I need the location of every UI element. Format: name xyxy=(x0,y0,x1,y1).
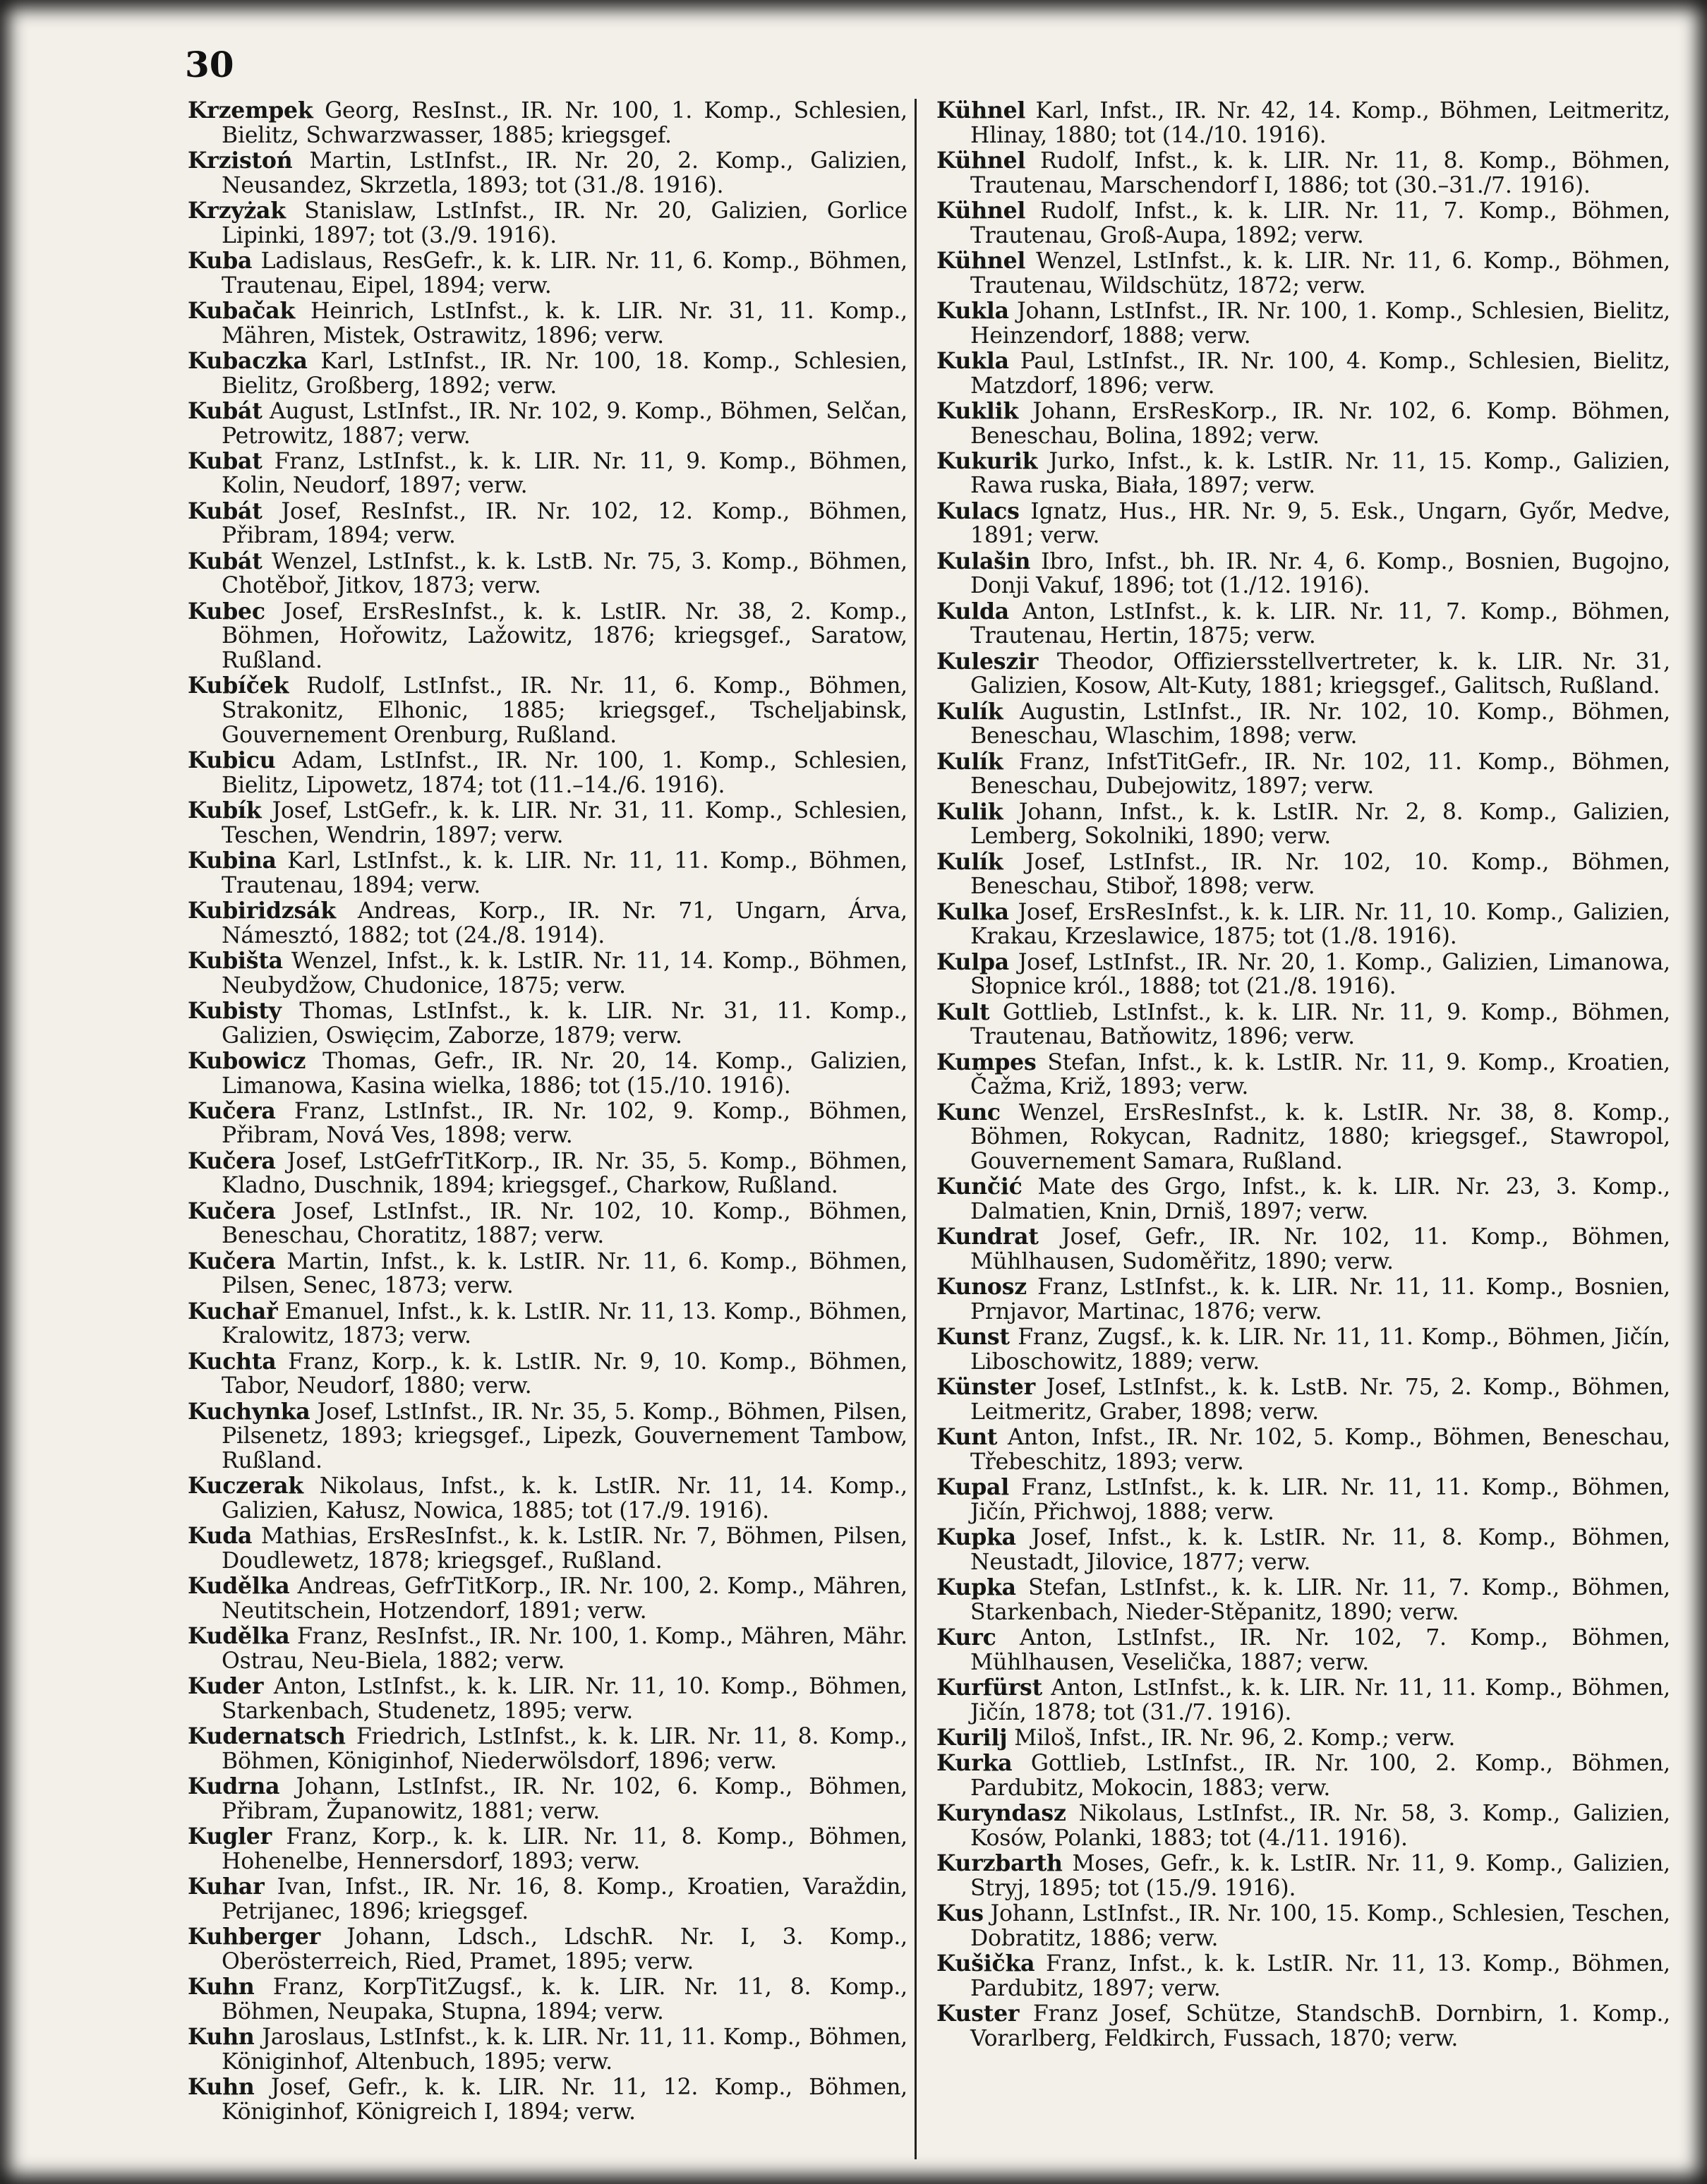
entry-details: Adam, LstInfst., IR. Nr. 100, 1. Komp., Schlesien, Bielitz, Lipowetz, 1874; tot (11.–14./6. 1916). xyxy=(222,748,907,798)
entry-surname: Kudernatsch xyxy=(188,1723,346,1750)
list-entry xyxy=(936,650,1670,699)
entry-details: Josef, LstInfst., IR. Nr. 102, 10. Komp., Böhmen, Beneschau, Choratitz, 1887; verw. xyxy=(222,1198,907,1249)
entry-surname: Kuleszir xyxy=(936,648,1039,675)
entry-details: Wenzel, Infst., k. k. LstIR. Nr. 11, 14. Komp., Böhmen, Neubydžow, Chudonice, 1875; verw. xyxy=(222,948,907,999)
list-entry xyxy=(936,1375,1670,1424)
list-entry xyxy=(936,1101,1670,1174)
list-entry xyxy=(936,948,1670,1000)
entry-surname: Kušička xyxy=(936,1950,1035,1977)
list-entry xyxy=(936,2002,1670,2051)
entry-details: Johann, Ldsch., LdschR. Nr. I, 3. Komp., Oberösterreich, Ried, Pramet, 1895; verw. xyxy=(222,1924,907,1974)
entry-surname: Krzempek xyxy=(188,97,313,123)
list-entry xyxy=(188,600,907,673)
entry-surname: Kubina xyxy=(188,847,277,874)
entry-details: Gottlieb, LstInfst., IR. Nr. 100, 2. Komp., Böhmen, Pardubitz, Mokocin, 1883; verw. xyxy=(970,1751,1670,1802)
list-entry xyxy=(936,349,1670,398)
entry-details: Franz, LstInfst., k. k. LIR. Nr. 11, 11. Komp., Böhmen, Jičín, Přichwoj, 1888; verw. xyxy=(970,1475,1670,1525)
list-entry xyxy=(188,999,907,1048)
entry-surname: Kučera xyxy=(188,1248,276,1274)
entry-details: Franz, LstInfst., k. k. LIR. Nr. 11, 11. Komp., Bosnien, Prnjavor, Martinac, 1876; verw. xyxy=(970,1274,1670,1325)
list-entry xyxy=(936,700,1670,749)
entry-details: Augustin, LstInfst., IR. Nr. 102, 10. Komp., Böhmen, Beneschau, Wlaschim, 1898; verw. xyxy=(970,699,1670,749)
entry-details: Josef, Infst., k. k. LstIR. Nr. 11, 8. Komp., Böhmen, Neustadt, Jilovice, 1877; verw. xyxy=(970,1525,1670,1575)
entry-surname: Kühnel xyxy=(936,247,1026,274)
entry-surname: Kubišta xyxy=(188,947,283,974)
entry-surname: Kučera xyxy=(188,1147,276,1174)
entry-details: Johann, LstInfst., IR. Nr. 100, 15. Komp., Schlesien, Teschen, Dobratitz, 1886; verw. xyxy=(970,1901,1670,1952)
list-entry xyxy=(188,1975,907,2024)
list-entry xyxy=(936,1902,1670,1950)
entry-surname: Kulka xyxy=(936,898,1009,925)
entry-surname: Kubicu xyxy=(188,747,276,773)
entry-details: Josef, LstInfst., IR. Nr. 20, 1. Komp., Galizien, Limanowa, Słopnice król., 1888; tot (21./8. 1916). xyxy=(970,949,1670,1000)
entry-details: Emanuel, Infst., k. k. LstIR. Nr. 11, 13. Komp., Böhmen, Kralowitz, 1873; verw. xyxy=(222,1298,907,1349)
list-entry xyxy=(936,550,1670,598)
list-entry xyxy=(188,1524,907,1573)
entry-surname: Kulašin xyxy=(936,548,1031,574)
entry-details: Wenzel, LstInfst., k. k. LIR. Nr. 11, 6. Komp., Böhmen, Trautenau, Wildschütz, 1872; verw. xyxy=(970,248,1670,298)
entry-surname: Kuder xyxy=(188,1673,264,1700)
list-entry xyxy=(936,1726,1670,1751)
list-entry xyxy=(936,600,1670,648)
entry-surname: Kult xyxy=(936,999,990,1025)
entry-surname: Kuda xyxy=(188,1523,253,1550)
list-entry xyxy=(936,497,1670,549)
list-entry xyxy=(936,900,1670,949)
entry-details: Franz, KorpTitZugsf., k. k. LIR. Nr. 11, 8. Komp., Böhmen, Neupaka, Stupna, 1894; verw. xyxy=(222,1974,907,2025)
entry-surname: Kubec xyxy=(188,598,265,625)
entry-details: Stefan, LstInfst., k. k. LIR. Nr. 11, 7. Komp., Böhmen, Starkenbach, Nieder-Stěpanitz, 1890; verw. xyxy=(970,1575,1670,1625)
list-entry xyxy=(188,550,907,598)
entry-details: Andreas, GefrTitKorp., IR. Nr. 100, 2. Komp., Mähren, Neutitschein, Hotzendorf, 1891; verw. xyxy=(222,1574,907,1624)
entry-surname: Kudělka xyxy=(188,1623,290,1650)
list-entry xyxy=(188,149,907,198)
list-entry xyxy=(188,799,907,847)
list-entry xyxy=(936,1852,1670,1900)
list-entry xyxy=(936,447,1670,499)
entry-details: Nikolaus, Infst., k. k. LstIR. Nr. 11, 14. Komp., Galizien, Kałusz, Nowica, 1885; tot (17./9. 1916). xyxy=(222,1473,907,1524)
entry-surname: Kubaczka xyxy=(188,347,308,374)
entry-surname: Kubowicz xyxy=(188,1047,306,1074)
entry-surname: Kuhberger xyxy=(188,1924,321,1950)
entry-surname: Kunčić xyxy=(936,1174,1023,1200)
entry-surname: Kuba xyxy=(188,247,253,274)
entry-surname: Kulda xyxy=(936,598,1009,625)
entry-details: Franz Josef, Schütze, StandschB. Dornbirn, 1. Komp., Vorarlberg, Feldkirch, Fussach, 1870; verw. xyxy=(970,2001,1670,2051)
list-entry xyxy=(188,1474,907,1523)
list-entry xyxy=(936,1425,1670,1474)
entry-surname: Kučera xyxy=(188,1097,276,1124)
entry-surname: Kus xyxy=(936,1900,984,1927)
list-entry xyxy=(188,1725,907,1773)
entry-surname: Kuster xyxy=(936,2001,1020,2027)
list-entry xyxy=(188,1147,907,1199)
list-entry xyxy=(936,1175,1670,1224)
entry-surname: Kurzbarth xyxy=(936,1850,1063,1877)
list-entry xyxy=(188,447,907,499)
entry-details: Karl, LstInfst., IR. Nr. 100, 18. Komp., Schlesien, Bielitz, Großberg, 1892; verw. xyxy=(222,348,907,399)
entry-details: Wenzel, ErsResInfst., k. k. LstIR. Nr. 38, 8. Komp., Böhmen, Rokycan, Radnitz, 1880; kriegsgef., Stawropol, Gouvernement Samara, Rußland. xyxy=(970,1099,1670,1174)
entry-details: Nikolaus, LstInfst., IR. Nr. 58, 3. Komp., Galizien, Kosów, Polanki, 1883; tot (4./11. 1916). xyxy=(970,1801,1670,1852)
entry-details: Thomas, LstInfst., k. k. LIR. Nr. 31, 11. Komp., Galizien, Oswięcim, Zaborze, 1879; verw. xyxy=(222,998,907,1049)
list-entry xyxy=(188,1825,907,1874)
list-entry xyxy=(936,1802,1670,1850)
entry-surname: Kubat xyxy=(188,447,263,474)
entry-surname: Krzyżak xyxy=(188,197,286,224)
list-entry xyxy=(936,149,1670,198)
page-number: 30 xyxy=(185,44,234,85)
list-entry xyxy=(188,1099,907,1148)
list-entry xyxy=(188,1624,907,1673)
left-column xyxy=(188,99,907,2159)
entry-details: Paul, LstInfst., IR. Nr. 100, 4. Komp., Schlesien, Bielitz, Matzdorf, 1896; verw. xyxy=(970,348,1670,399)
entry-details: Franz, LstInfst., k. k. LIR. Nr. 11, 9. Komp., Böhmen, Kolin, Neudorf, 1897; verw. xyxy=(222,448,907,499)
entry-surname: Kuczerak xyxy=(188,1473,303,1500)
entry-details: Thomas, Gefr., IR. Nr. 20, 14. Komp., Galizien, Limanowa, Kasina wielka, 1886; tot (15./10. 1916). xyxy=(222,1048,907,1099)
entry-surname: Kukla xyxy=(936,297,1009,324)
entry-surname: Kurka xyxy=(936,1750,1013,1777)
entry-details: Anton, LstInfst., k. k. LIR. Nr. 11, 10. Komp., Böhmen, Starkenbach, Studenetz, 1895; verw. xyxy=(222,1674,907,1724)
list-entry xyxy=(188,2075,907,2124)
entry-details: Rudolf, LstInfst., IR. Nr. 11, 6. Komp., Böhmen, Strakonitz, Elhonic, 1885; kriegsgef., Tscheljabinsk, Gouvernement Orenburg, Rußland. xyxy=(222,673,907,748)
entry-surname: Kuchta xyxy=(188,1348,277,1375)
list-entry xyxy=(188,749,907,797)
entry-surname: Kupal xyxy=(936,1474,1009,1501)
list-entry xyxy=(188,1400,907,1473)
entry-details: Josef, ResInfst., IR. Nr. 102, 12. Komp., Böhmen, Přibram, 1894; verw. xyxy=(222,498,907,549)
list-entry xyxy=(936,1526,1670,1574)
entry-details: Mathias, ErsResInfst., k. k. LstIR. Nr. 7, Böhmen, Pilsen, Doudlewetz, 1878; kriegsgef., Rußland. xyxy=(222,1524,907,1574)
entry-surname: Kudrna xyxy=(188,1773,280,1800)
entry-details: Rudolf, Infst., k. k. LIR. Nr. 11, 8. Komp., Böhmen, Trautenau, Marschendorf I, 1886; tot (30.–31./7. 1916). xyxy=(970,147,1670,198)
entry-details: Ladislaus, ResGefr., k. k. LIR. Nr. 11, 6. Komp., Böhmen, Trautenau, Eipel, 1894; verw. xyxy=(222,248,907,298)
list-entry xyxy=(936,1325,1670,1374)
entry-details: Karl, Infst., IR. Nr. 42, 14. Komp., Böhmen, Leitmeritz, Hlinay, 1880; tot (14./10. 1916). xyxy=(970,98,1670,148)
entry-surname: Kuhar xyxy=(188,1874,265,1900)
list-entry xyxy=(188,1350,907,1399)
entry-details: Johann, LstInfst., IR. Nr. 100, 1. Komp., Schlesien, Bielitz, Heinzendorf, 1888; verw. xyxy=(970,298,1670,349)
entry-details: Franz, Korp., k. k. LIR. Nr. 11, 8. Komp., Böhmen, Hohenelbe, Hennersdorf, 1893; verw. xyxy=(222,1824,907,1874)
entry-surname: Kuhn xyxy=(188,2024,255,2051)
entry-surname: Kumpes xyxy=(936,1049,1037,1075)
list-entry xyxy=(936,399,1670,448)
entry-surname: Kubát xyxy=(188,497,263,524)
entry-details: Martin, LstInfst., IR. Nr. 20, 2. Komp., Galizien, Neusandez, Skrzetla, 1893; tot (31./8. 1916). xyxy=(222,147,907,198)
entry-details: Rudolf, Infst., k. k. LIR. Nr. 11, 7. Komp., Böhmen, Trautenau, Groß-Aupa, 1892; verw. xyxy=(970,198,1670,248)
list-entry xyxy=(188,249,907,298)
list-entry xyxy=(188,1300,907,1349)
entry-details: Jurko, Infst., k. k. LstIR. Nr. 11, 15. Komp., Galizien, Rawa ruska, Biała, 1897; verw. xyxy=(970,448,1670,499)
entry-details: Moses, Gefr., k. k. LstIR. Nr. 11, 9. Komp., Galizien, Stryj, 1895; tot (15./9. 1916). xyxy=(970,1851,1670,1902)
entry-details: Stanislaw, LstInfst., IR. Nr. 20, Galizien, Gorlice Lipinki, 1897; tot (3./9. 1916). xyxy=(222,198,907,248)
entry-surname: Kukurik xyxy=(936,447,1038,474)
entry-surname: Krzistoń xyxy=(188,147,293,174)
list-entry xyxy=(936,249,1670,298)
entry-details: Franz, ResInfst., IR. Nr. 100, 1. Komp., Mähren, Mähr. Ostrau, Neu-Biela, 1882; verw. xyxy=(222,1624,907,1674)
entry-surname: Kurilj xyxy=(936,1725,1008,1751)
entry-surname: Kubát xyxy=(188,548,263,574)
entry-surname: Kupka xyxy=(936,1574,1016,1601)
list-entry xyxy=(936,1275,1670,1324)
list-entry xyxy=(188,1675,907,1723)
entry-surname: Kuchynka xyxy=(188,1398,310,1425)
entry-details: Anton, LstInfst., k. k. LIR. Nr. 11, 11. Komp., Böhmen, Jičín, 1878; tot (31./7. 1916). xyxy=(970,1675,1670,1725)
list-entry xyxy=(188,1574,907,1623)
list-entry xyxy=(188,2025,907,2074)
list-entry xyxy=(188,1925,907,1974)
entry-surname: Kühnel xyxy=(936,197,1026,224)
entry-details: Franz, LstInfst., IR. Nr. 102, 9. Komp., Böhmen, Přibram, Nová Ves, 1898; verw. xyxy=(222,1098,907,1149)
entry-details: Johann, ErsResKorp., IR. Nr. 102, 6. Komp. Böhmen, Beneschau, Bolina, 1892; verw. xyxy=(970,398,1670,449)
list-entry xyxy=(936,299,1670,348)
list-entry xyxy=(936,1952,1670,2001)
column-divider xyxy=(915,99,917,2159)
entry-details: Mate des Grgo, Infst., k. k. LIR. Nr. 23, 3. Komp., Dalmatien, Knin, Drniš, 1897; verw. xyxy=(970,1174,1670,1224)
entry-details: Heinrich, LstInfst., k. k. LIR. Nr. 31, 11. Komp., Mähren, Mistek, Ostrawitz, 1896; verw. xyxy=(222,298,907,349)
entry-details: Stefan, Infst., k. k. LstIR. Nr. 11, 9. Komp., Kroatien, Čažma, Križ, 1893; verw. xyxy=(970,1049,1670,1100)
list-entry xyxy=(188,399,907,448)
entry-surname: Kunosz xyxy=(936,1274,1027,1301)
entry-details: Franz, Infst., k. k. LstIR. Nr. 11, 13. Komp., Böhmen, Pardubitz, 1897; verw. xyxy=(970,1951,1670,2002)
list-entry xyxy=(936,1476,1670,1524)
list-entry xyxy=(936,1751,1670,1800)
entry-details: Josef, LstGefrTitKorp., IR. Nr. 35, 5. Komp., Böhmen, Kladno, Duschnik, 1894; kriegsgef., Charkow, Rußland. xyxy=(222,1148,907,1199)
entry-surname: Kunst xyxy=(936,1324,1010,1351)
entry-surname: Kuklik xyxy=(936,397,1018,424)
entry-surname: Kurfürst xyxy=(936,1675,1042,1701)
entry-surname: Kukla xyxy=(936,347,1009,374)
entry-surname: Kudělka xyxy=(188,1573,290,1600)
list-entry xyxy=(188,849,907,898)
entry-surname: Kuhn xyxy=(188,2074,255,2101)
entry-details: Josef, ErsResInfst., k. k. LIR. Nr. 11, 10. Komp., Galizien, Krakau, Krzeslawice, 1875; tot (1./8. 1916). xyxy=(970,899,1670,950)
entry-details: Josef, ErsResInfst., k. k. LstIR. Nr. 38, 2. Komp., Böhmen, Hořowitz, Lažowitz, 1876; kriegsgef., Saratow, Rußland. xyxy=(222,598,907,674)
entry-surname: Kugler xyxy=(188,1823,272,1850)
entry-surname: Kunc xyxy=(936,1099,1001,1126)
entry-details: Franz, Zugsf., k. k. LIR. Nr. 11, 11. Komp., Böhmen, Jičín, Liboschowitz, 1889; verw. xyxy=(970,1325,1670,1375)
list-entry xyxy=(188,899,907,948)
entry-surname: Kulpa xyxy=(936,948,1009,975)
entry-details: Johann, Infst., k. k. LstIR. Nr. 2, 8. Komp., Galizien, Lemberg, Sokolniki, 1890; verw. xyxy=(970,799,1670,850)
entry-details: Ibro, Infst., bh. IR. Nr. 4, 6. Komp., Bosnien, Bugojno, Donji Vakuf, 1896; tot (1./12. 1916). xyxy=(970,548,1670,599)
list-entry xyxy=(936,850,1670,899)
list-entry xyxy=(936,1051,1670,1099)
entry-details: Theodor, Offiziersstellvertreter, k. k. LIR. Nr. 31, Galizien, Kosow, Alt-Kuty, 1881; kriegsgef., Galitsch, Rußland. xyxy=(970,648,1670,699)
entry-surname: Kubiridzsák xyxy=(188,897,336,924)
entry-surname: Kupka xyxy=(936,1524,1016,1551)
entry-surname: Kuryndasz xyxy=(936,1800,1066,1827)
entry-surname: Künster xyxy=(936,1374,1036,1401)
list-entry xyxy=(936,99,1670,147)
entry-surname: Kubisty xyxy=(188,997,282,1024)
entry-details: Martin, Infst., k. k. LstIR. Nr. 11, 6. Komp., Böhmen, Pilsen, Senec, 1873; verw. xyxy=(222,1248,907,1299)
entry-surname: Kulík xyxy=(936,698,1003,725)
entry-surname: Kundrat xyxy=(936,1224,1039,1250)
list-entry xyxy=(936,1626,1670,1675)
entry-details: Johann, LstInfst., IR. Nr. 102, 6. Komp., Böhmen, Přibram, Županowitz, 1881; verw. xyxy=(222,1774,907,1824)
list-entry xyxy=(936,1225,1670,1274)
list-entry xyxy=(188,299,907,348)
list-entry xyxy=(936,800,1670,849)
entry-surname: Kühnel xyxy=(936,147,1026,174)
entry-details: Anton, Infst., IR. Nr. 102, 5. Komp., Böhmen, Beneschau, Třebeschitz, 1893; verw. xyxy=(970,1425,1670,1475)
entry-surname: Kulik xyxy=(936,798,1003,825)
list-entry xyxy=(188,949,907,998)
entry-details: Wenzel, LstInfst., k. k. LstB. Nr. 75, 3. Komp., Böhmen, Chotěboř, Jitkov, 1873; verw. xyxy=(222,548,907,599)
list-entry xyxy=(188,497,907,549)
list-entry xyxy=(936,199,1670,248)
entry-surname: Kühnel xyxy=(936,97,1026,123)
entry-surname: Kubíček xyxy=(188,672,289,699)
entry-details: August, LstInfst., IR. Nr. 102, 9. Komp., Böhmen, Selčan, Petrowitz, 1887; verw. xyxy=(222,398,907,449)
entry-details: Ignatz, Hus., HR. Nr. 9, 5. Esk., Ungarn, Győr, Medve, 1891; verw. xyxy=(970,498,1670,549)
entry-details: Gottlieb, LstInfst., k. k. LIR. Nr. 11, 9. Komp., Böhmen, Trautenau, Batňowitz, 1896; verw. xyxy=(970,999,1670,1050)
list-entry xyxy=(188,1250,907,1298)
entry-surname: Kubačak xyxy=(188,297,296,324)
entry-surname: Kuchař xyxy=(188,1298,278,1325)
entry-details: Jaroslaus, LstInfst., k. k. LIR. Nr. 11, 11. Komp., Böhmen, Königinhof, Altenbuch, 1895; verw. xyxy=(222,2025,907,2075)
entry-details: Josef, Gefr., IR. Nr. 102, 11. Komp., Böhmen, Mühlhausen, Sudoměřitz, 1890; verw. xyxy=(970,1224,1670,1274)
entry-details: Franz, Korp., k. k. LstIR. Nr. 9, 10. Komp., Böhmen, Tabor, Neudorf, 1880; verw. xyxy=(222,1349,907,1399)
list-entry xyxy=(936,1576,1670,1624)
entry-details: Karl, LstInfst., k. k. LIR. Nr. 11, 11. Komp., Böhmen, Trautenau, 1894; verw. xyxy=(222,847,907,898)
entry-details: Anton, LstInfst., IR. Nr. 102, 7. Komp., Böhmen, Mühlhausen, Veselička, 1887; verw. xyxy=(970,1625,1670,1675)
list-entry xyxy=(188,1049,907,1098)
entry-details: Josef, LstInfst., k. k. LstB. Nr. 75, 2. Komp., Böhmen, Leitmeritz, Graber, 1898; verw. xyxy=(970,1375,1670,1425)
list-entry xyxy=(188,1875,907,1924)
entry-surname: Kubík xyxy=(188,797,262,823)
list-entry xyxy=(188,674,907,747)
entry-surname: Kunt xyxy=(936,1424,998,1451)
list-entry xyxy=(936,750,1670,799)
list-entry xyxy=(188,99,907,147)
entry-details: Ivan, Infst., IR. Nr. 16, 8. Komp., Kroatien, Varaždin, Petrijanec, 1896; kriegsgef. xyxy=(222,1874,907,1924)
list-entry xyxy=(188,1197,907,1249)
entry-details: Josef, LstGefr., k. k. LIR. Nr. 31, 11. Komp., Schlesien, Teschen, Wendrin, 1897; verw. xyxy=(222,797,907,848)
entry-details: Friedrich, LstInfst., k. k. LIR. Nr. 11, 8. Komp., Böhmen, Königinhof, Niederwölsdorf, 1896; verw. xyxy=(222,1724,907,1774)
entry-details: Georg, ResInst., IR. Nr. 100, 1. Komp., Schlesien, Bielitz, Schwarzwasser, 1885; kriegsgef. xyxy=(222,98,907,148)
entry-details: Miloš, Infst., IR. Nr. 96, 2. Komp.; verw. xyxy=(1007,1725,1456,1751)
entry-details: Josef, Gefr., k. k. LIR. Nr. 11, 12. Komp., Böhmen, Königinhof, Königreich I, 1894; verw. xyxy=(222,2075,907,2125)
list-entry xyxy=(936,1676,1670,1725)
entry-surname: Kubát xyxy=(188,397,263,424)
entry-details: Franz, InfstTitGefr., IR. Nr. 102, 11. Komp., Böhmen, Beneschau, Dubejowitz, 1897; verw. xyxy=(970,749,1670,800)
entry-details: Josef, LstInfst., IR. Nr. 102, 10. Komp., Böhmen, Beneschau, Stiboř, 1898; verw. xyxy=(970,849,1670,900)
entry-surname: Kučera xyxy=(188,1197,276,1224)
list-entry xyxy=(936,1001,1670,1049)
list-entry xyxy=(188,199,907,248)
right-column xyxy=(936,99,1670,2159)
entry-surname: Kurc xyxy=(936,1624,996,1651)
entry-surname: Kulík xyxy=(936,848,1003,875)
entry-details: Anton, LstInfst., k. k. LIR. Nr. 11, 7. Komp., Böhmen, Trautenau, Hertin, 1875; verw. xyxy=(970,598,1670,649)
entry-surname: Kulík xyxy=(936,748,1003,775)
list-entry xyxy=(188,1775,907,1823)
list-entry xyxy=(188,349,907,398)
entry-details: Josef, LstInfst., IR. Nr. 35, 5. Komp., Böhmen, Pilsen, Pilsenetz, 1893; kriegsgef., Lipezk, Gouvernement Tambow, Rußland. xyxy=(222,1399,907,1473)
entry-surname: Kuhn xyxy=(188,1974,255,2001)
entry-surname: Kulacs xyxy=(936,497,1020,524)
entry-details: Andreas, Korp., IR. Nr. 71, Ungarn, Árva, Námesztó, 1882; tot (24./8. 1914). xyxy=(222,898,907,948)
